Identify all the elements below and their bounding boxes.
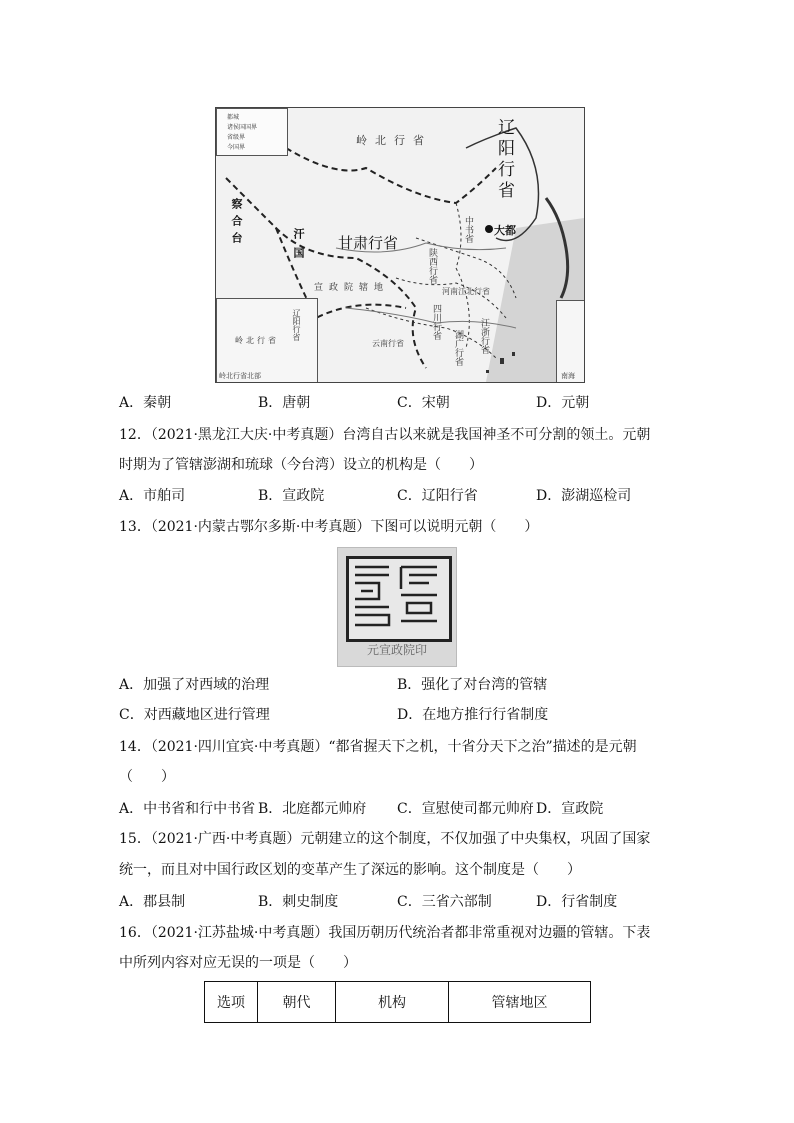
label-gansu: 甘肃行省 xyxy=(338,234,399,252)
table-header-cell: 朝代 xyxy=(258,982,336,1023)
q13-option-c[interactable]: C．对西藏地区进行管理 xyxy=(119,707,270,723)
label-liaoyang: 辽阳行省 xyxy=(494,118,514,202)
seal-pattern xyxy=(349,559,443,633)
legend-item: 省级界 xyxy=(227,134,246,141)
q15-option-a[interactable]: A．郡县制 xyxy=(119,894,186,910)
map-legend xyxy=(216,108,288,156)
label-henan: 河南江北行省 xyxy=(442,287,490,296)
legend-item: 诸侯国国界 xyxy=(227,124,258,131)
q11-option-c[interactable]: C．宋朝 xyxy=(397,395,450,411)
label-yunnan: 云南行省 xyxy=(372,339,404,348)
q13-option-b[interactable]: B．强化了对台湾的管辖 xyxy=(397,677,548,693)
seal-stamp xyxy=(346,556,452,642)
q14-option-c[interactable]: C．宣慰使司都元帅府 xyxy=(397,801,534,817)
table-header-row xyxy=(205,982,591,1023)
label-huguang: 湖广行省 xyxy=(453,330,463,366)
yuan-dynasty-map xyxy=(215,107,585,383)
table-header-cell: 选项 xyxy=(205,982,258,1023)
q16-stem-line2: 中所列内容对应无误的一项是（ ） xyxy=(119,955,357,971)
q14-option-a[interactable]: A．中书省和行中书省 xyxy=(119,801,256,817)
table-header-cell: 管辖地区 xyxy=(449,982,591,1023)
q12-option-b[interactable]: B．宣政院 xyxy=(258,488,325,504)
q16-table xyxy=(204,981,591,1023)
q14-option-d[interactable]: D．宣政院 xyxy=(536,801,604,817)
legend-item: 都城 xyxy=(227,114,240,121)
q12-option-c[interactable]: C．辽阳行省 xyxy=(397,488,478,504)
label-khanate: 汗国 xyxy=(292,228,305,266)
legend-item: 今国界 xyxy=(227,144,246,151)
q15-option-c[interactable]: C．三省六部制 xyxy=(397,894,492,910)
inset-map-south-sea xyxy=(556,300,585,383)
q11-option-b[interactable]: B．唐朝 xyxy=(258,395,311,411)
label-sichuan: 四川行省 xyxy=(431,304,441,340)
q15-option-d[interactable]: D．行省制度 xyxy=(536,894,618,910)
inset-caption: 岭北行省北部 xyxy=(219,372,261,380)
q13-stem-line1: 13．（2021·内蒙古鄂尔多斯·中考真题）下图可以说明元朝（ ） xyxy=(119,519,539,535)
q11-option-a[interactable]: A．秦朝 xyxy=(119,395,172,411)
q14-stem-line1: 14．（2021·四川宜宾·中考真题）“都省握天下之机，十省分天下之治”描述的是元朝 xyxy=(119,739,637,755)
label-lingbei: 岭北行省 xyxy=(356,134,432,147)
seal-caption: 元宣政院印 xyxy=(366,643,427,657)
q14-option-b[interactable]: B．北庭都元帅府 xyxy=(258,801,367,817)
label-chagatai: 察合台 xyxy=(230,198,243,249)
q15-stem-line2: 统一，而且对中国行政区划的变革产生了深远的影响。这个制度是（ ） xyxy=(119,862,581,878)
inset-label-nanhai: 南海 xyxy=(561,372,575,380)
q12-stem-line1: 12．（2021·黑龙江大庆·中考真题）台湾自古以来就是我国神圣不可分割的领土。元朝 xyxy=(119,427,651,443)
label-jiangzhe: 江浙行省 xyxy=(479,318,489,354)
q15-option-b[interactable]: B．刺史制度 xyxy=(258,894,339,910)
q16-stem-line1: 16．（2021·江苏盐城·中考真题）我国历朝历代统治者都非常重视对边疆的管辖。下表 xyxy=(119,925,651,941)
label-shaanxi: 陕西行省 xyxy=(427,248,437,284)
q11-option-d[interactable]: D．元朝 xyxy=(536,395,590,411)
label-dadu: 大都 xyxy=(494,224,516,237)
label-zhongshu: 中书省 xyxy=(463,216,473,243)
q13-option-d[interactable]: D．在地方推行行省制度 xyxy=(397,707,549,723)
q13-option-a[interactable]: A．加强了对西域的治理 xyxy=(119,677,270,693)
inset-label-liaoyang: 辽阳行省 xyxy=(292,309,301,341)
q12-option-d[interactable]: D．澎湖巡检司 xyxy=(536,488,632,504)
inset-label-lingbei: 岭北行省 xyxy=(235,336,279,345)
inset-map-north xyxy=(216,298,318,383)
table-header-cell: 机构 xyxy=(336,982,449,1023)
q12-stem-line2: 时期为了管辖澎湖和琉球（今台湾）设立的机构是（ ） xyxy=(119,457,483,473)
label-xuanzheng: 宣政院辖地 xyxy=(314,283,390,293)
yuan-xuanzheng-seal-image xyxy=(337,547,457,667)
q14-stem-line2: （ ） xyxy=(119,769,175,785)
q15-stem-line1: 15．（2021·广西·中考真题）元朝建立的这个制度，不仅加强了中央集权，巩固了国家 xyxy=(119,831,651,847)
q12-option-a[interactable]: A．市舶司 xyxy=(119,488,186,504)
